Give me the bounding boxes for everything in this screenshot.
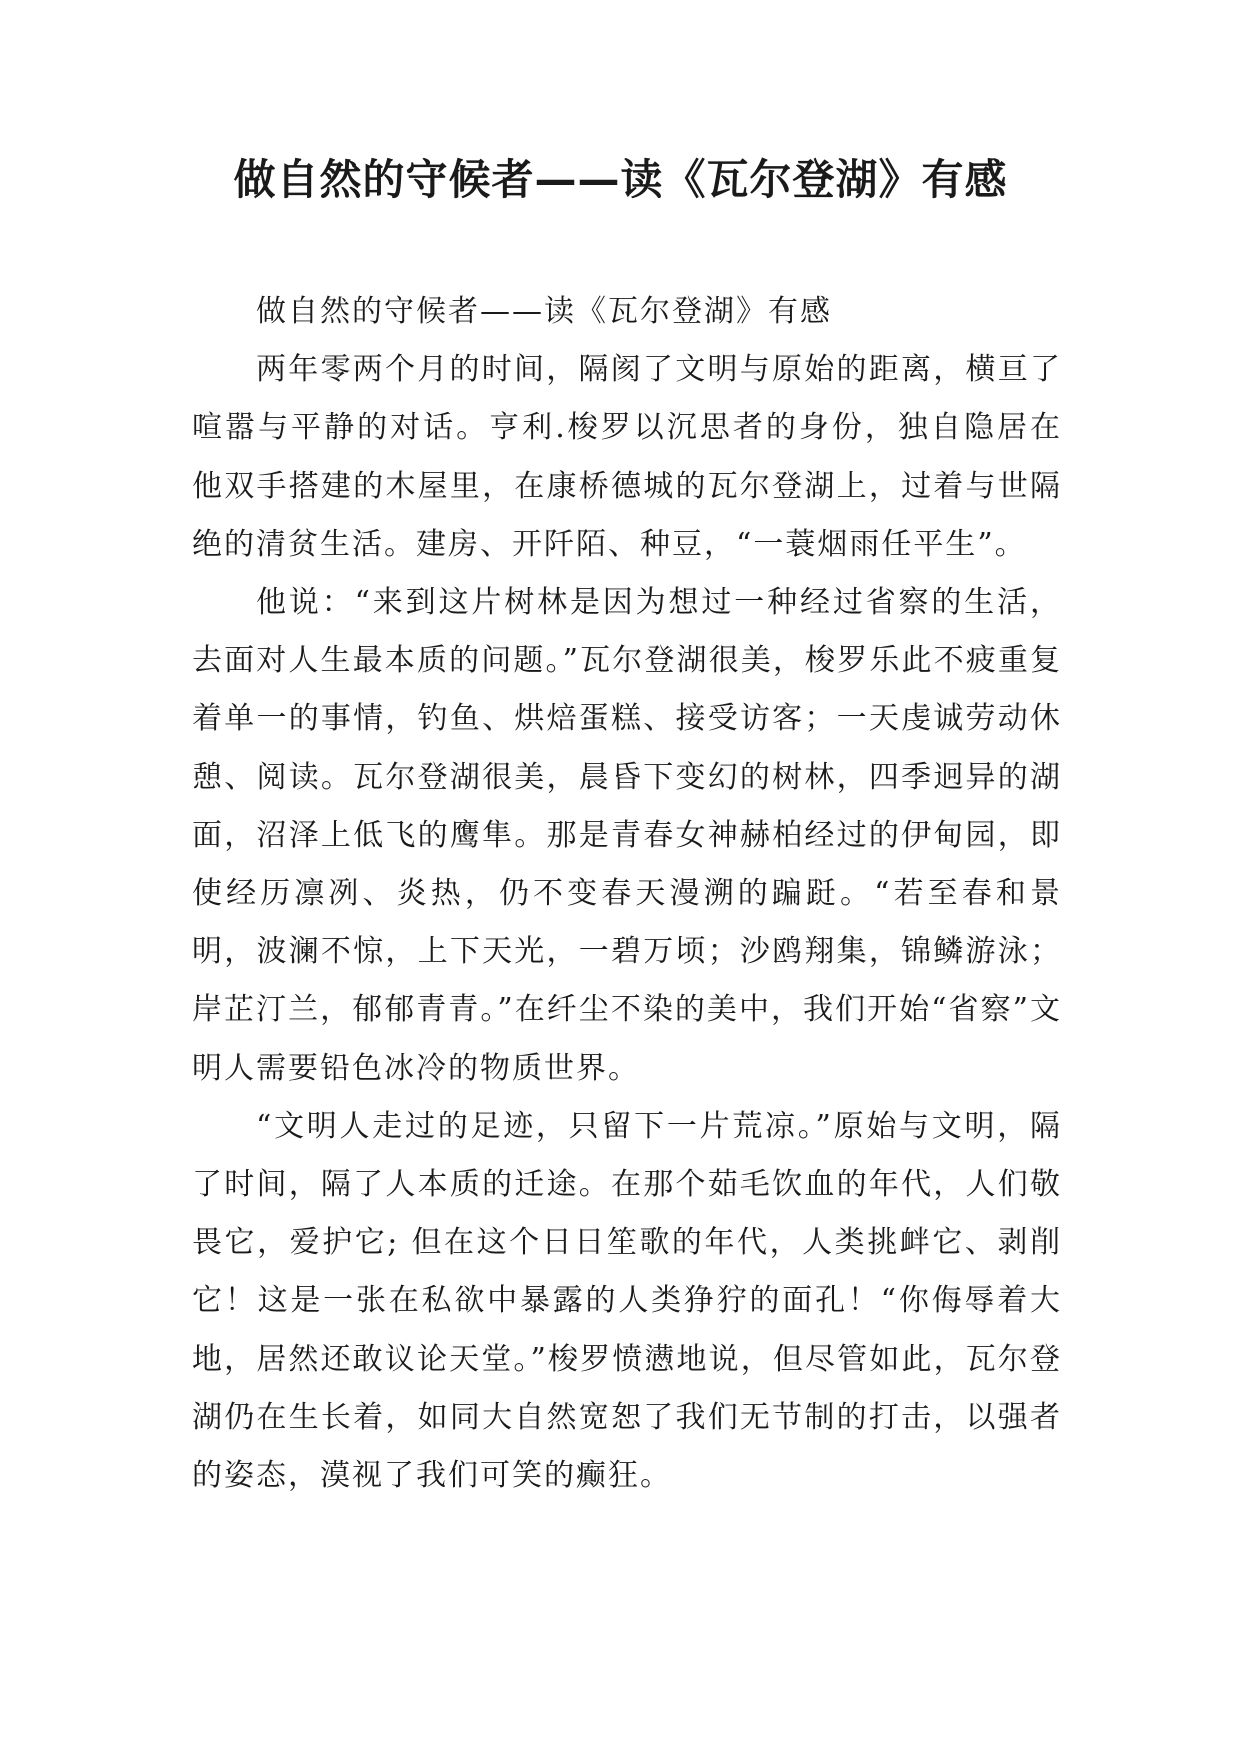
paragraph-2: 他说：“来到这片树林是因为想过一种经过省察的生活，去面对人生最本质的问题。”瓦尔登湖很美，梭罗乐此不疲重复着单一的事情，钓鱼、烘焙蛋糕、接受访客；一天虔诚劳动休憩、阅读。瓦尔登湖很美，晨昏下变幻的树林，四季迥异的湖面，沼泽上低飞的鹰隼。那是青春女神赫柏经过的伊甸园，即使经历凛冽、炎热，仍不变春天漫溯的蹁跹。“若至春和景明，波澜不惊，上下天光，一碧万顷；沙鸥翔集，锦鳞游泳；岸芷汀兰，郁郁青青。”在纤尘不染的美中，我们开始“省察”文明人需要铅色冰冷的物质世界。 [192,585,1062,1086]
paragraph-subtitle: 做自然的守候者——读《瓦尔登湖》有感 [256,294,832,329]
paragraph-3: “文明人走过的足迹，只留下一片荒凉。”原始与文明，隔了时间，隔了人本质的迁途。在那个茹毛饮血的年代，人们敬畏它，爱护它; 但在这个日日笙歌的年代，人类挑衅它、剥削它！这是一张在私欲中暴露的人类狰狞的面孔！“你侮辱着大地，居然还敢议论天堂。”梭罗愤懑地说，但尽管如此，瓦尔登湖仍在生长着，如同大自然宽恕了我们无节制的打击，以强者的姿态，漠视了我们可笑的癫狂。 [192,1108,1062,1494]
paragraph-1: 两年零两个月的时间，隔阂了文明与原始的距离，横亘了喧嚣与平静的对话。亨利.梭罗以沉思者的身份，独自隐居在他双手搭建的木屋里，在康桥德城的瓦尔登湖上，过着与世隔绝的清贫生活。建房、开阡陌、种豆，“一蓑烟雨任平生”。 [192,352,1062,562]
document-body [192,283,1062,1505]
document-title: 做自然的守候者——读《瓦尔登湖》有感 [233,155,1008,204]
